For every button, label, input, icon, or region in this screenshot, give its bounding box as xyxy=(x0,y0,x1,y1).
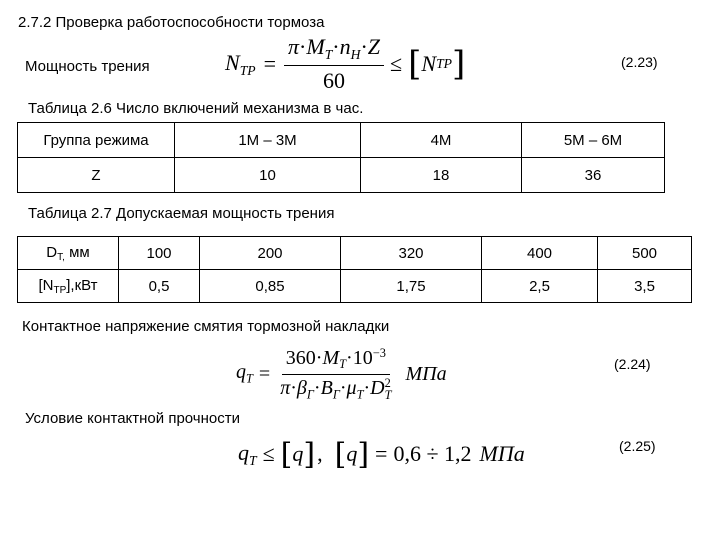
equals-sign: = xyxy=(263,51,277,76)
formula-fraction xyxy=(276,346,395,402)
table-header-cell: 4М xyxy=(361,123,522,158)
table-row-label: $D_{T,}$ мм xyxy=(18,237,119,270)
table-cell: 36 xyxy=(522,158,665,193)
friction-power-label: Мощность трения xyxy=(25,58,150,75)
table-cell: Z xyxy=(18,158,175,193)
contact-stress-label: Контактное напряжение смятия тормозной накладки xyxy=(22,318,390,335)
table-cell: 320 xyxy=(341,237,482,270)
unit-label: МПа xyxy=(405,362,447,385)
table-cell: 100 xyxy=(119,237,200,270)
equals-sign: = xyxy=(258,362,271,385)
table-cell: 200 xyxy=(200,237,341,270)
formula-q: q xyxy=(292,441,304,466)
leq-sign: ≤ xyxy=(262,441,275,466)
bracket-close: ] xyxy=(357,436,370,472)
bracket-close: ] xyxy=(303,436,316,472)
table-cell: 0,85 xyxy=(200,270,341,303)
fraction-numerator: $\pi\cdot M_T\cdot n_H\cdot Z$ xyxy=(284,34,384,66)
equals-sign: = xyxy=(375,441,388,466)
formula-rhs-sub: TP xyxy=(436,56,452,71)
table-header-cell: Группа режима xyxy=(18,123,175,158)
table-row xyxy=(18,123,665,158)
strength-condition-label: Условие контактной прочности xyxy=(25,410,240,427)
fraction-denominator: 60 xyxy=(323,67,346,93)
formula-q: q xyxy=(346,441,358,466)
unit-label: МПа xyxy=(479,441,525,466)
table-2-7-caption: Таблица 2.7 Допускаемая мощность трения xyxy=(28,205,335,222)
formula-rhs: N xyxy=(421,51,437,76)
table-2-7 xyxy=(17,236,692,303)
table-2-6-caption: Таблица 2.6 Число включений механизма в час. xyxy=(28,100,364,117)
table-cell: 400 xyxy=(482,237,598,270)
formula-lhs: $N_{TP}$ xyxy=(225,49,256,78)
table-row xyxy=(18,237,692,270)
bracket-open: [ xyxy=(408,44,422,84)
equation-number-2-23: (2.23) xyxy=(621,54,658,70)
formula-lhs: $q_T$ xyxy=(238,439,257,468)
fraction-denominator: $\pi\cdot\beta_Г\cdot B_Г\cdot\mu_T\cdot D$ 2 T xyxy=(280,375,392,403)
table-header-cell: 1М – 3М xyxy=(175,123,361,158)
equation-number-2-24: (2.24) xyxy=(614,356,651,372)
range-value: 0,6 ÷ 1,2 xyxy=(393,441,472,466)
table-cell: 500 xyxy=(598,237,692,270)
friction-power-formula xyxy=(225,36,465,92)
fraction-numerator: $360\cdot M_T\cdot 10^{-3}$ xyxy=(282,346,390,375)
bracket-close: ] xyxy=(451,44,466,84)
table-header-cell: 5М – 6М xyxy=(522,123,665,158)
formula-fraction xyxy=(284,34,384,94)
strength-condition-formula xyxy=(238,432,525,476)
section-heading: 2.7.2 Проверка работоспособности тормоза xyxy=(18,14,325,31)
table-cell: 1,75 xyxy=(341,270,482,303)
table-2-6 xyxy=(17,122,665,193)
table-cell: 18 xyxy=(361,158,522,193)
bracket-open: [ xyxy=(334,436,347,472)
bracket-open: [ xyxy=(280,436,293,472)
equation-number-2-25: (2.25) xyxy=(619,438,656,454)
table-cell: 2,5 xyxy=(482,270,598,303)
table-cell: 0,5 xyxy=(119,270,200,303)
table-cell: 3,5 xyxy=(598,270,692,303)
comma: , xyxy=(317,441,323,466)
table-row xyxy=(18,158,665,193)
leq-sign: ≤ xyxy=(390,51,403,76)
table-row xyxy=(18,270,692,303)
table-cell: 10 xyxy=(175,158,361,193)
formula-lhs: $q_T$ xyxy=(236,361,253,386)
contact-stress-formula xyxy=(236,340,447,408)
table-row-label: $[N_{TP}],кВт$ xyxy=(18,270,119,303)
